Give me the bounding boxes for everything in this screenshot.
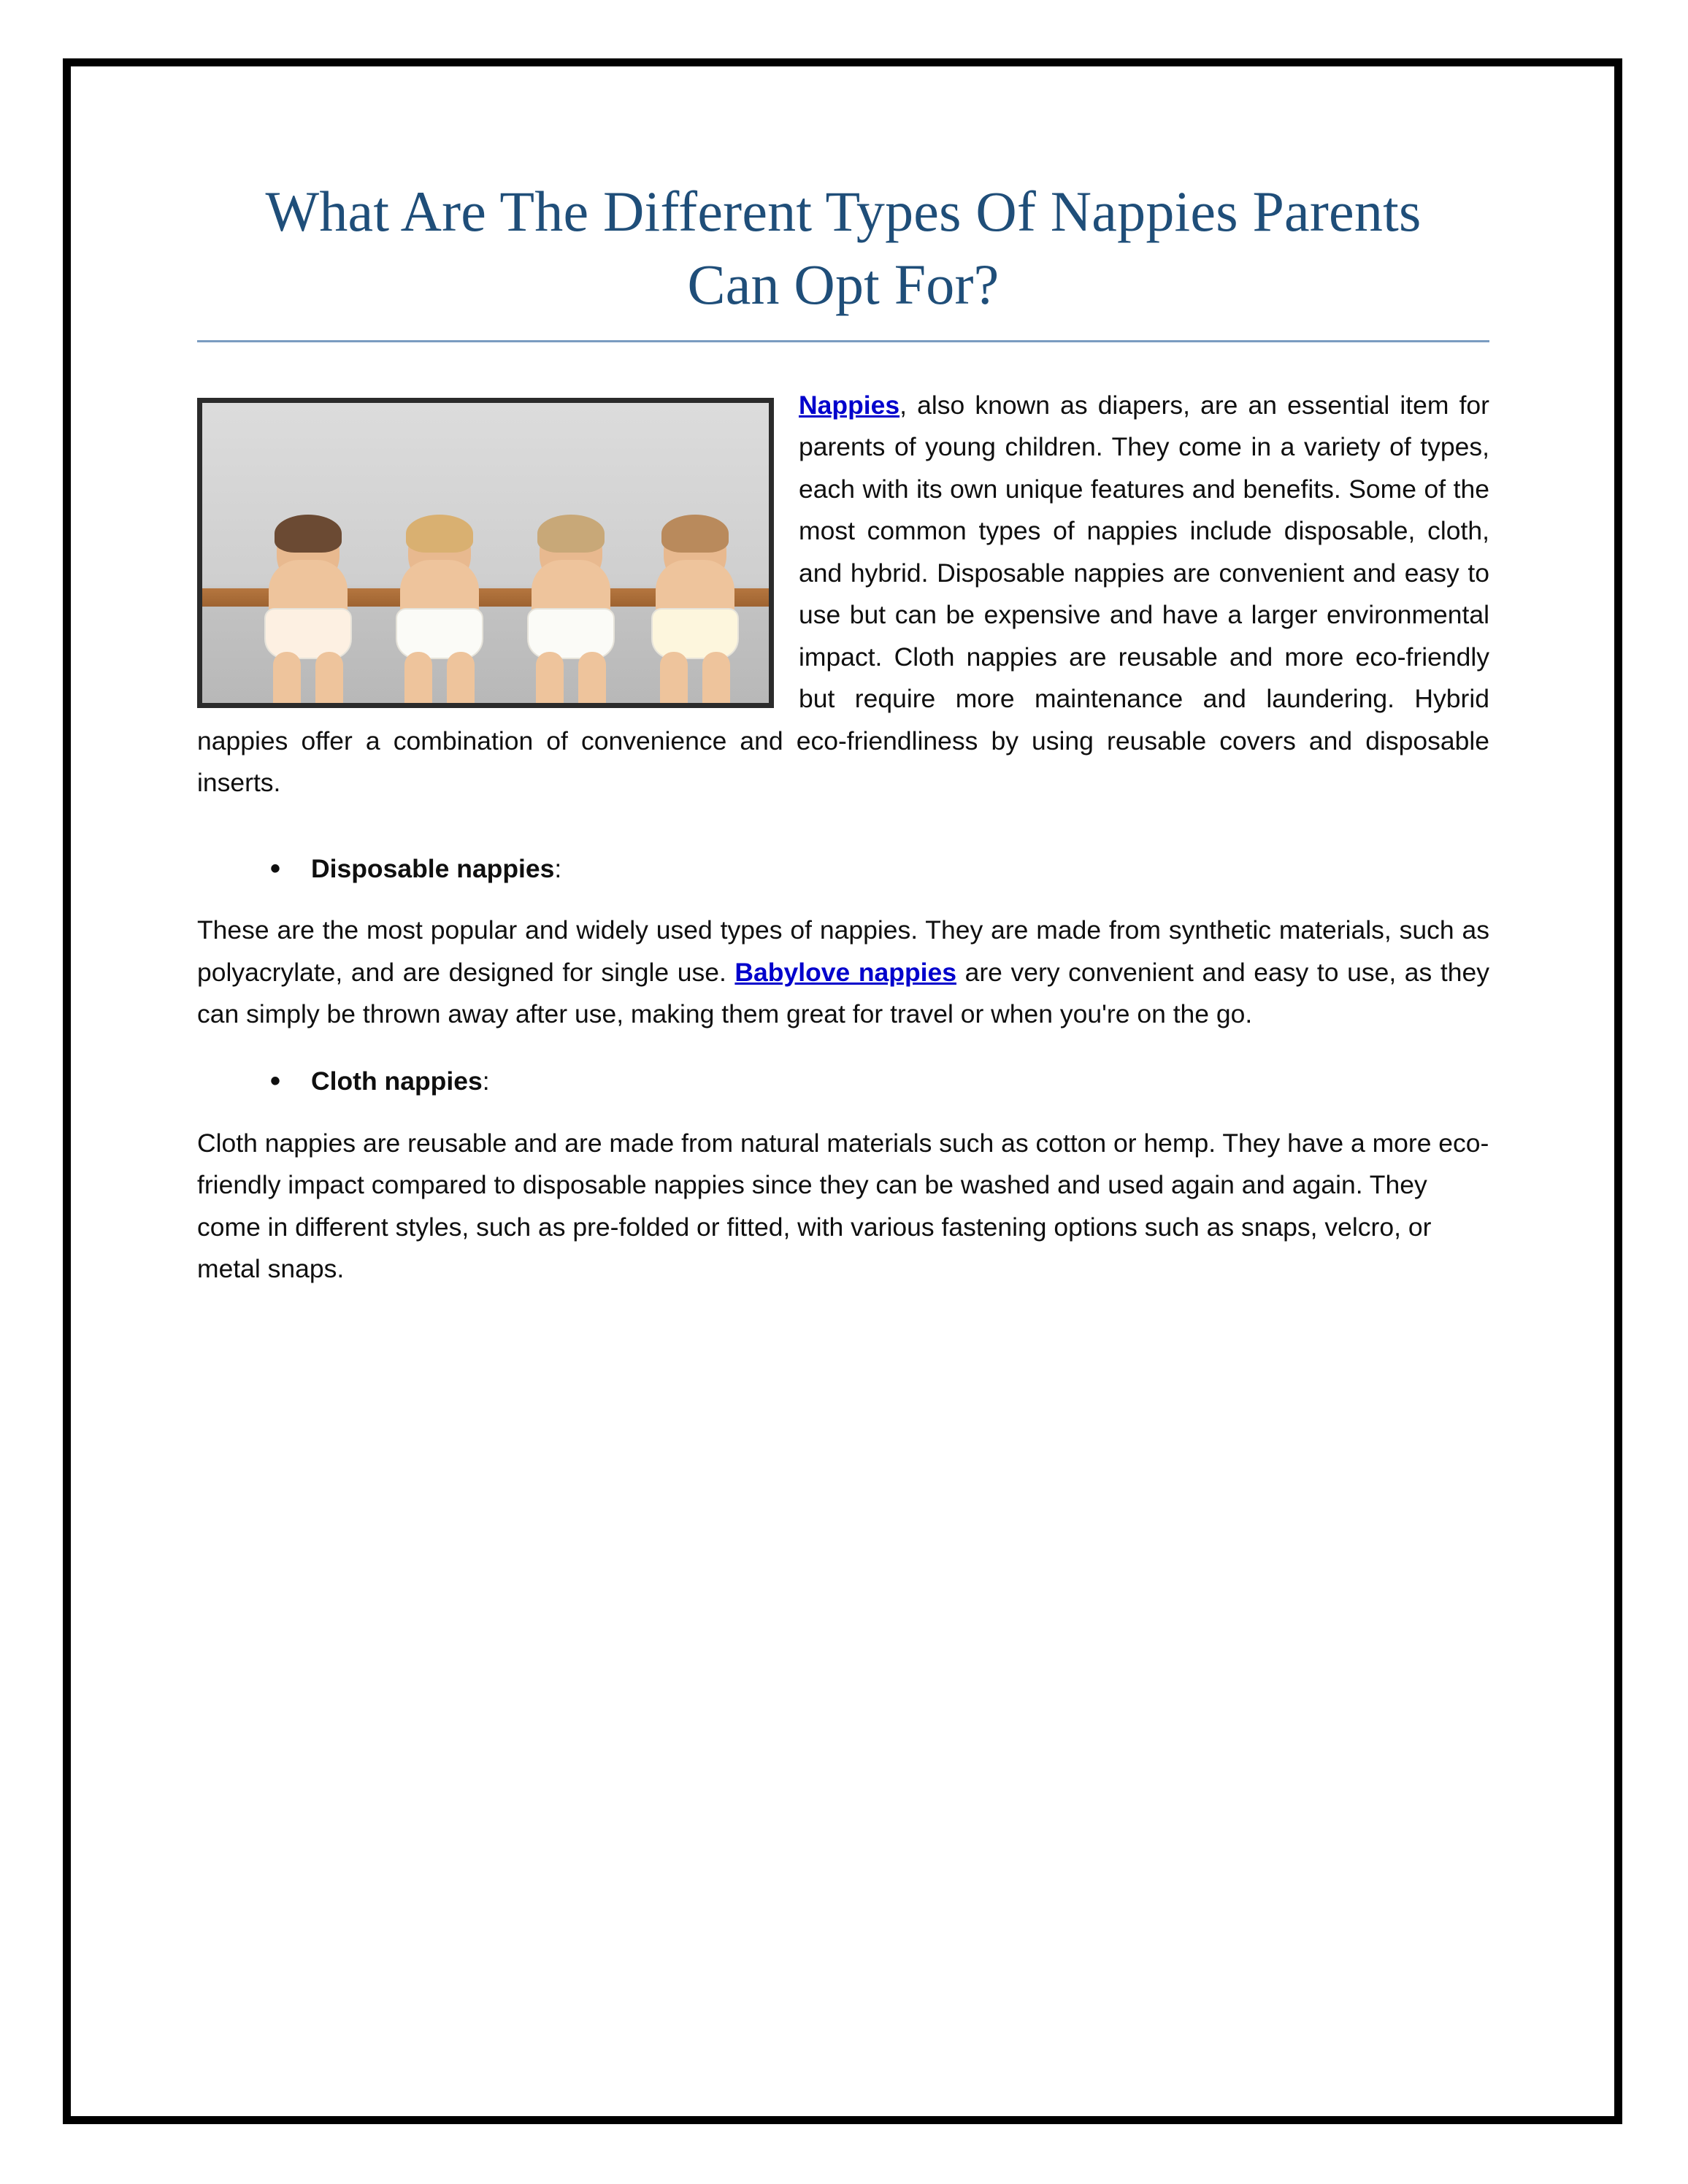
nappies-link[interactable]: Nappies <box>799 390 900 420</box>
disposable-text-before-link: These are the most popular and widely used types of nappies. They are made from synthetic materials, such as polyacrylate, and are designed for single use. <box>197 915 1489 987</box>
bullet-disposable-nappies <box>270 848 1489 890</box>
four-babies-in-nappies-sitting-on-bench <box>197 398 774 708</box>
bullet-cloth-nappies <box>270 1061 1489 1102</box>
baby-legs <box>273 652 343 708</box>
intro-text: , also known as diapers, are an essential item for parents of young children. They come in a variety of types, each with its own unique features and benefits. Some of the most common types of nappies include disposable, cloth, and hybrid. Disposable nappies are convenient and easy to use but can be expensive and have a larger environmental impact. Cloth nappies are reusable and more eco-friendly but require more maintenance and laundering. Hybrid nappies offer a combination of convenience and eco-friendliness by using reusable covers and disposable inserts. <box>197 390 1489 798</box>
bullet-heading-suffix: : <box>554 853 562 883</box>
baby-legs <box>404 652 475 708</box>
bullet-heading-cloth: Cloth nappies <box>311 1066 483 1096</box>
baby-legs <box>660 652 730 708</box>
document-content <box>197 175 1489 1310</box>
bullet-heading-suffix: : <box>482 1066 490 1096</box>
page-title: What Are The Different Types Of Nappies Parents Can Opt For? <box>197 175 1489 342</box>
baby-hair <box>275 515 342 553</box>
disposable-text-after-link: are very convenient and easy to use, as they can simply be thrown away after use, making them great for travel or when you're on the go. <box>197 957 1489 1029</box>
baby-hair <box>537 515 605 553</box>
cloth-nappies-paragraph: Cloth nappies are reusable and are made from natural materials such as cotton or hemp. They have a more eco-friendly impact compared to disposable nappies since they can be washed and used again and again. They come in different styles, such as pre-folded or fitted, with various fastening options such as snaps, velcro, or metal snaps. <box>197 1128 1489 1284</box>
baby-hair <box>406 515 473 553</box>
baby-legs <box>536 652 606 708</box>
baby-hair <box>661 515 729 553</box>
babylove-nappies-link[interactable]: Babylove nappies <box>734 957 956 987</box>
intro-block <box>197 385 1489 823</box>
bullet-heading-disposable: Disposable nappies <box>311 853 555 883</box>
disposable-nappies-paragraph <box>197 910 1489 1036</box>
